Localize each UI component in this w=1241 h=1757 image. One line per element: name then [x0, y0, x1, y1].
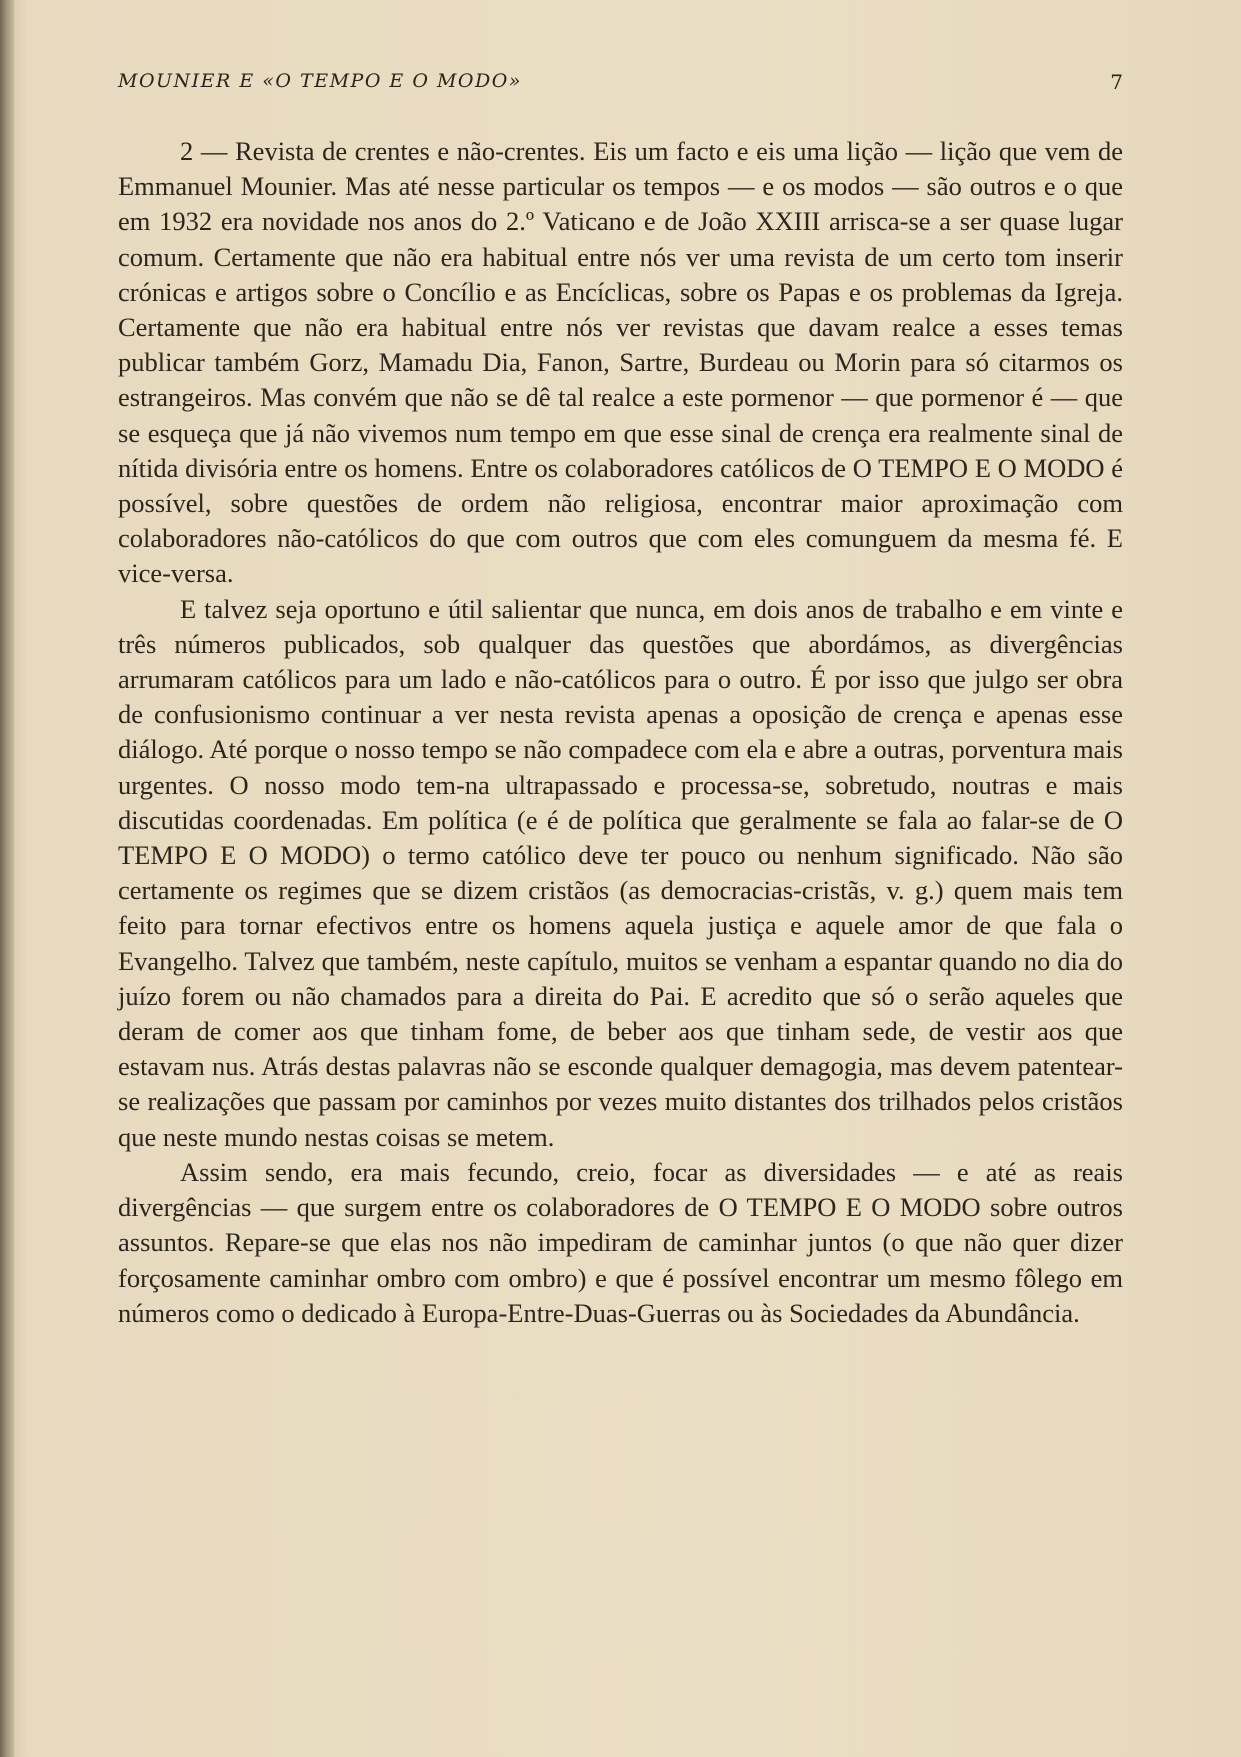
paragraph-3: Assim sendo, era mais fecundo, creio, focar as diversidades — e até as reais divergências — que surgem entre os colaboradores de O TEMPO E O MODO sobre outros assuntos. Repare-se que elas nos não impediram de caminhar juntos (o que não quer dizer forçosamente caminhar ombro com ombro) e que é possível encontrar um mesmo fôlego em números como o dedicado à Europa-Entre-Duas-Guerras ou às Sociedades da Abundância.	[118, 1156, 1123, 1328]
page-spine-shadow	[0, 0, 14, 1757]
body-text	[118, 134, 1123, 1331]
paragraph-2: E talvez seja oportuno e útil salientar que nunca, em dois anos de trabalho e em vinte e três números publicados, sob qualquer das questões que abordámos, as divergências arrumaram católicos para um lado e não-católicos para o outro. É por isso que julgo ser obra de confusionismo continuar a ver nesta revista apenas a oposição de crença e apenas esse diálogo. Até porque o nosso tempo se não compadece com ela e abre a outras, porventura mais urgentes. O nosso modo tem-na ultrapassado e processa-se, sobretudo, noutras e mais discutidas coordenadas. Em política (e é de política que geralmente se fala ao falar-se de O TEMPO E O MODO) o termo católico deve ter pouco ou nenhum significado. Não são certamente os regimes que se dizem cristãos (as democracias-cristãs, v. g.) quem mais tem feito para tornar efectivos entre os homens aquela justiça e aquele amor de que fala o Evangelho. Talvez que também, neste capítulo, muitos se venham a espantar quando no dia do juízo forem ou não chamados para a direita do Pai. E acredito que só o serão aqueles que deram de comer aos que tinham fome, de beber aos que tinham sede, de vestir aos que estavam nus. Atrás destas palavras não se esconde qualquer demagogia, mas devem patentear-se realizações que passam por caminhos por vezes muito distantes dos trilhados pelos cristãos que neste mundo nestas coisas se metem.	[118, 593, 1123, 1152]
running-title: MOUNIER E «O TEMPO E O MODO»	[118, 70, 522, 92]
running-head	[118, 70, 1123, 100]
paragraph-1: 2 — Revista de crentes e não-crentes. Eis um facto e eis uma lição — lição que vem de Emmanuel Mounier. Mas até nesse particular os tempos — e os modos — são outros e o que em 1932 era novidade nos anos do 2.º Vaticano e de João XXIII arrisca-se a ser quase lugar comum. Certamente que não era habitual entre nós ver uma revista de um certo tom inserir crónicas e artigos sobre o Concílio e as Encíclicas, sobre os Papas e os problemas da Igreja. Certamente que não era habitual entre nós ver revistas que davam realce a esses temas publicar também Gorz, Mamadu Dia, Fanon, Sartre, Burdeau ou Morin para só citarmos os estrangeiros. Mas convém que não se dê tal realce a este pormenor — que pormenor é — que se esqueça que já não vivemos num tempo em que esse sinal de crença era realmente sinal de nítida divisória entre os homens. Entre os colaboradores católicos de O TEMPO E O MODO é possível, sobre questões de ordem não religiosa, encontrar maior aproximação com colaboradores não-católicos do que com outros que com eles comunguem da mesma fé. E vice-versa.	[118, 136, 1123, 589]
page-number: 7	[1110, 70, 1123, 94]
